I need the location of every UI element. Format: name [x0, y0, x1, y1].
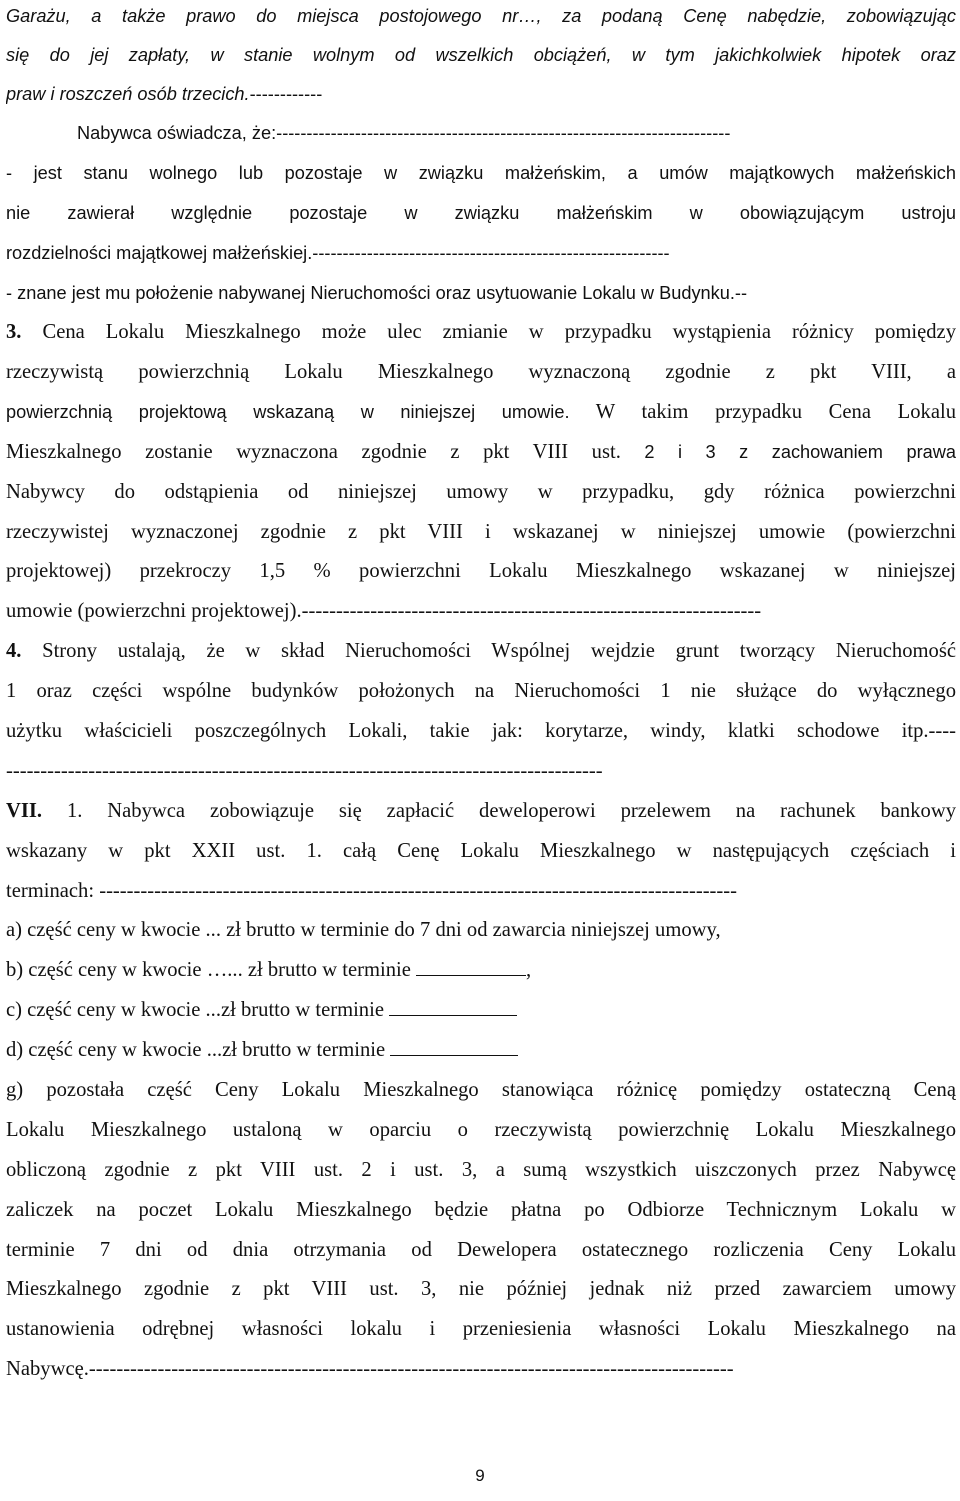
garage-line-2: się do jej zapłaty, w stanie wolnym od wszelkich obciążeń, w tym jakichkolwiek hipotek oraz: [6, 45, 956, 65]
point4-line-1-text: Strony ustalają, że w skład Nieruchomości Wspólnej wejdzie grunt tworzący Nieruchomość: [21, 640, 956, 662]
installment-b-text: b) część ceny w kwocie …... zł brutto w terminie: [6, 959, 411, 981]
installment-d-text: d) część ceny w kwocie ...zł brutto w terminie: [6, 1039, 386, 1061]
point3-line-3: [6, 397, 956, 427]
installment-c-text: c) część ceny w kwocie ...zł brutto w terminie: [6, 999, 384, 1021]
installment-a: a) część ceny w kwocie ... zł brutto w terminie do 7 dni od zawarcia niniejszej umowy,: [6, 919, 721, 941]
point4-line-2: 1 oraz części wspólne budynków położonych na Nieruchomości 1 nie służące do wyłącznego: [6, 680, 956, 702]
point3-line-3-b: W takim przypadku Cena Lokalu: [569, 401, 956, 423]
installment-g-line-7: ustanowienia odrębnej własności lokalu i przeniesienia własności Lokalu Mieszkalnego na: [6, 1318, 956, 1340]
point3-line-4-a: Mieszkalnego zostanie wyznaczona zgodnie z pkt VIII ust.: [6, 441, 621, 463]
point3-line-6: rzeczywistej wyznaczonej zgodnie z pkt VIII i wskazanej w niniejszej umowie (powierzchni: [6, 521, 956, 543]
installment-d: [6, 1035, 956, 1065]
installment-g-line-8: Nabywcę.----------------------------------------------------------------------------------------------: [6, 1358, 734, 1380]
installment-g-line-3: obliczoną zgodnie z pkt VIII ust. 2 i ust. 3, a sumą wszystkich uiszczonych przez Nabywcę: [6, 1159, 956, 1181]
section7-line-1-text: 1. Nabywca zobowiązuje się zapłacić deweloperowi przelewem na rachunek bankowy: [42, 800, 956, 822]
garage-line-3-dashes: ------------: [249, 84, 323, 104]
installment-g-line-4: zaliczek na poczet Lokalu Mieszkalnego będzie płatna po Odbiorze Technicznym Lokalu w: [6, 1199, 956, 1221]
declaration-item1-line-2: nie zawierał względnie pozostaje w związku małżeńskim w obowiązującym ustroju: [6, 203, 956, 223]
installment-c: [6, 995, 956, 1025]
garage-line-3: [6, 79, 956, 109]
installment-g-line-2: Lokalu Mieszkalnego ustaloną w oparciu o rzeczywistą powierzchnię Lokalu Mieszkalnego: [6, 1119, 956, 1141]
installment-b-blank: [416, 955, 526, 976]
point3-number: 3.: [6, 321, 22, 343]
declaration-item1-line-3: rozdzielności majątkowej małżeńskiej.-----------------------------------------------------------: [6, 243, 670, 263]
point3-line-1: [6, 317, 956, 347]
installment-d-blank: [390, 1035, 518, 1056]
point3-line-2: rzeczywistą powierzchnią Lokalu Mieszkalnego wyznaczoną zgodnie z pkt VIII, a: [6, 361, 956, 383]
declaration-intro: Nabywca oświadcza, że:---------------------------------------------------------------------------: [77, 123, 731, 143]
point3-line-7: projektowej) przekroczy 1,5 % powierzchni Lokalu Mieszkalnego wskazanej w niniejszej: [6, 560, 956, 582]
section7-heading: VII.: [6, 800, 43, 822]
page-number: 9: [475, 1466, 485, 1485]
point4-number: 4.: [6, 640, 22, 662]
point3-line-1-text: Cena Lokalu Mieszkalnego może ulec zmianie w przypadku wystąpienia różnicy pomiędzy: [21, 321, 956, 343]
section7-line-3: terminach: ---------------------------------------------------------------------------------------------: [6, 880, 737, 902]
point3-line-4: [6, 437, 956, 467]
installment-b: [6, 955, 956, 985]
point3-line-8: umowie (powierzchni projektowej).-------------------------------------------------------------------: [6, 600, 762, 622]
installment-g-line-5: terminie 7 dni od dnia otrzymania od Dewelopera ostatecznego rozliczenia Ceny Lokalu: [6, 1239, 956, 1261]
installment-b-comma: ,: [526, 959, 532, 981]
declaration-item2: - znane jest mu położenie nabywanej Nieruchomości oraz usytuowanie Lokalu w Budynku.--: [6, 283, 748, 303]
point3-line-5: Nabywcy do odstąpienia od niniejszej umowy w przypadku, gdy różnica powierzchni: [6, 481, 956, 503]
point4-line-1: [6, 636, 956, 666]
section7-line-1: [6, 796, 956, 826]
point4-line-3: użytku właścicieli poszczególnych Lokali, takie jak: korytarze, windy, klatki schodowe itp.----: [6, 720, 956, 742]
point3-line-4-b: 2 i 3 z zachowaniem prawa: [620, 442, 956, 462]
installment-g-line-6: Mieszkalnego zgodnie z pkt VIII ust. 3, nie później jednak niż przed zawarciem umowy: [6, 1278, 956, 1300]
installment-c-blank: [389, 995, 517, 1016]
declaration-item1-line-1: - jest stanu wolnego lub pozostaje w związku małżeńskim, a umów majątkowych małżeńskich: [6, 163, 956, 183]
section7-line-2: wskazany w pkt XXII ust. 1. całą Cenę Lokalu Mieszkalnego w następujących częściach i: [6, 840, 956, 862]
installment-g-line-1: g) pozostała część Ceny Lokalu Mieszkalnego stanowiąca różnicę pomiędzy ostateczną Ceną: [6, 1079, 956, 1101]
garage-line-3-text: praw i roszczeń osób trzecich.: [6, 84, 250, 104]
point3-line-3-a: powierzchnią projektową wskazaną w niniejszej umowie.: [6, 402, 570, 422]
point4-line-4: ---------------------------------------------------------------------------------------: [6, 760, 603, 782]
garage-line-1: Garażu, a także prawo do miejsca postojowego nr…, za podaną Cenę nabędzie, zobowiązując: [6, 6, 956, 26]
